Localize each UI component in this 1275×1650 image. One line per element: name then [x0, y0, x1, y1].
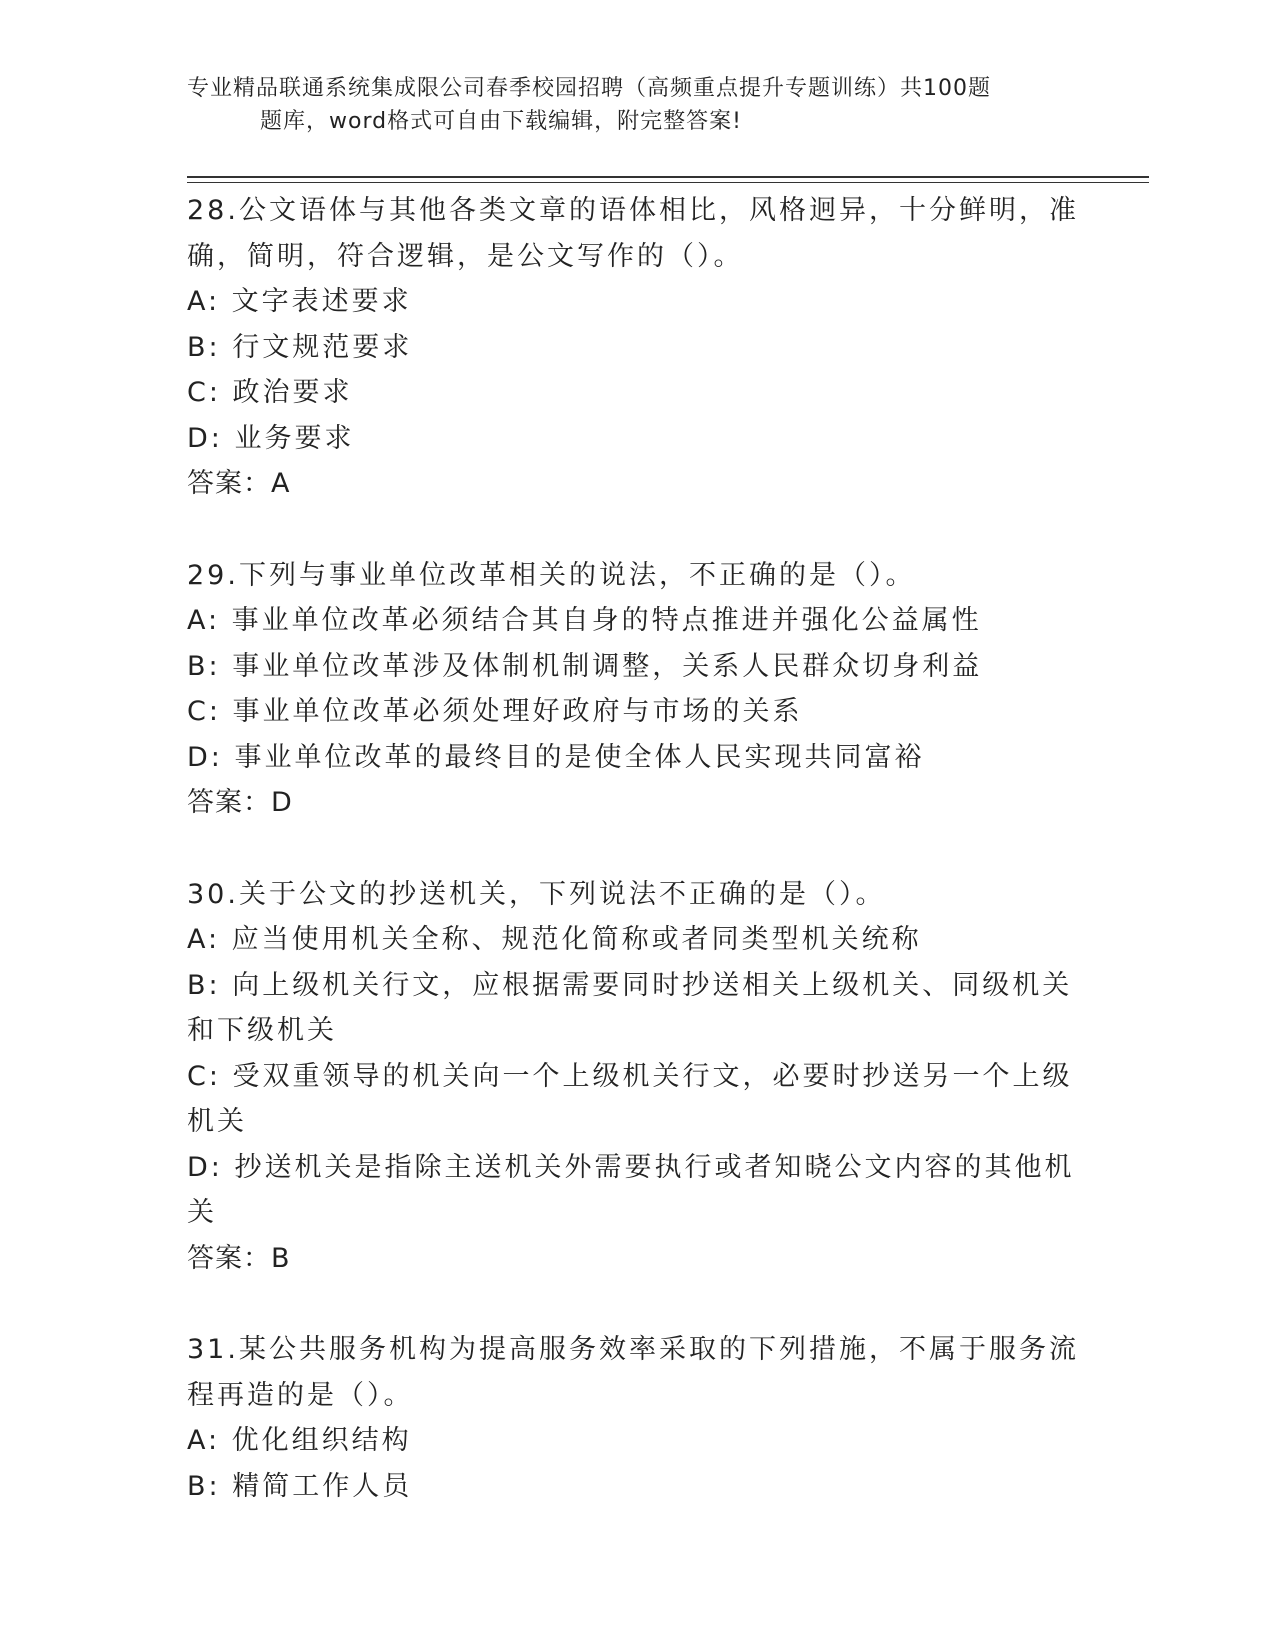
question-stem: 30.关于公文的抄送机关，下列说法不正确的是（）。 — [187, 878, 886, 910]
option-d: D: 抄送机关是指除主送机关外需要执行或者知晓公文内容的其他机关 — [187, 1151, 1075, 1228]
option-a: A: 文字表述要求 — [187, 286, 412, 317]
option-b: B: 事业单位改革涉及体制机制调整，关系人民群众切身利益 — [187, 650, 983, 682]
header-title-line2: 题库，word格式可自由下载编辑，附完整答案! — [260, 109, 742, 134]
header-title-line1: 专业精品联通系统集成限公司春季校园招聘（高频重点提升专题训练）共100题 — [187, 76, 991, 101]
question-list — [187, 188, 1087, 1555]
option-c: C: 事业单位改革必须处理好政府与市场的关系 — [187, 696, 803, 727]
option-c: C: 政治要求 — [187, 377, 353, 408]
option-b: B: 行文规范要求 — [187, 331, 413, 363]
option-b: B: 向上级机关行文，应根据需要同时抄送相关上级机关、同级机关和下级机关 — [187, 969, 1073, 1046]
question-29 — [187, 553, 1087, 826]
option-a: A: 事业单位改革必须结合其自身的特点推进并强化公益属性 — [187, 605, 982, 636]
header-divider-thin — [187, 182, 1149, 183]
answer: 答案：B — [187, 1242, 291, 1274]
option-a: A: 应当使用机关全称、规范化简称或者同类型机关统称 — [187, 924, 922, 955]
document-header — [187, 72, 1067, 138]
question-stem: 28.公文语体与其他各类文章的语体相比，风格迥异，十分鲜明，准确，简明，符合逻辑，是公文写作的（）。 — [187, 195, 1079, 272]
answer: 答案：D — [187, 787, 293, 818]
question-28 — [187, 188, 1087, 507]
question-31 — [187, 1327, 1087, 1509]
question-stem: 31.某公共服务机构为提高服务效率采取的下列措施，不属于服务流程再造的是（）。 — [187, 1334, 1079, 1411]
answer: 答案：A — [187, 468, 291, 499]
option-c: C: 受双重领导的机关向一个上级机关行文，必要时抄送另一个上级机关 — [187, 1060, 1073, 1137]
option-d: D: 事业单位改革的最终目的是使全体人民实现共同富裕 — [187, 741, 925, 773]
option-a: A: 优化组织结构 — [187, 1425, 412, 1456]
header-divider-thick — [187, 176, 1149, 178]
option-d: D: 业务要求 — [187, 422, 355, 454]
question-30 — [187, 872, 1087, 1282]
option-b: B: 精简工作人员 — [187, 1470, 413, 1502]
question-stem: 29.下列与事业单位改革相关的说法，不正确的是（）。 — [187, 559, 916, 591]
